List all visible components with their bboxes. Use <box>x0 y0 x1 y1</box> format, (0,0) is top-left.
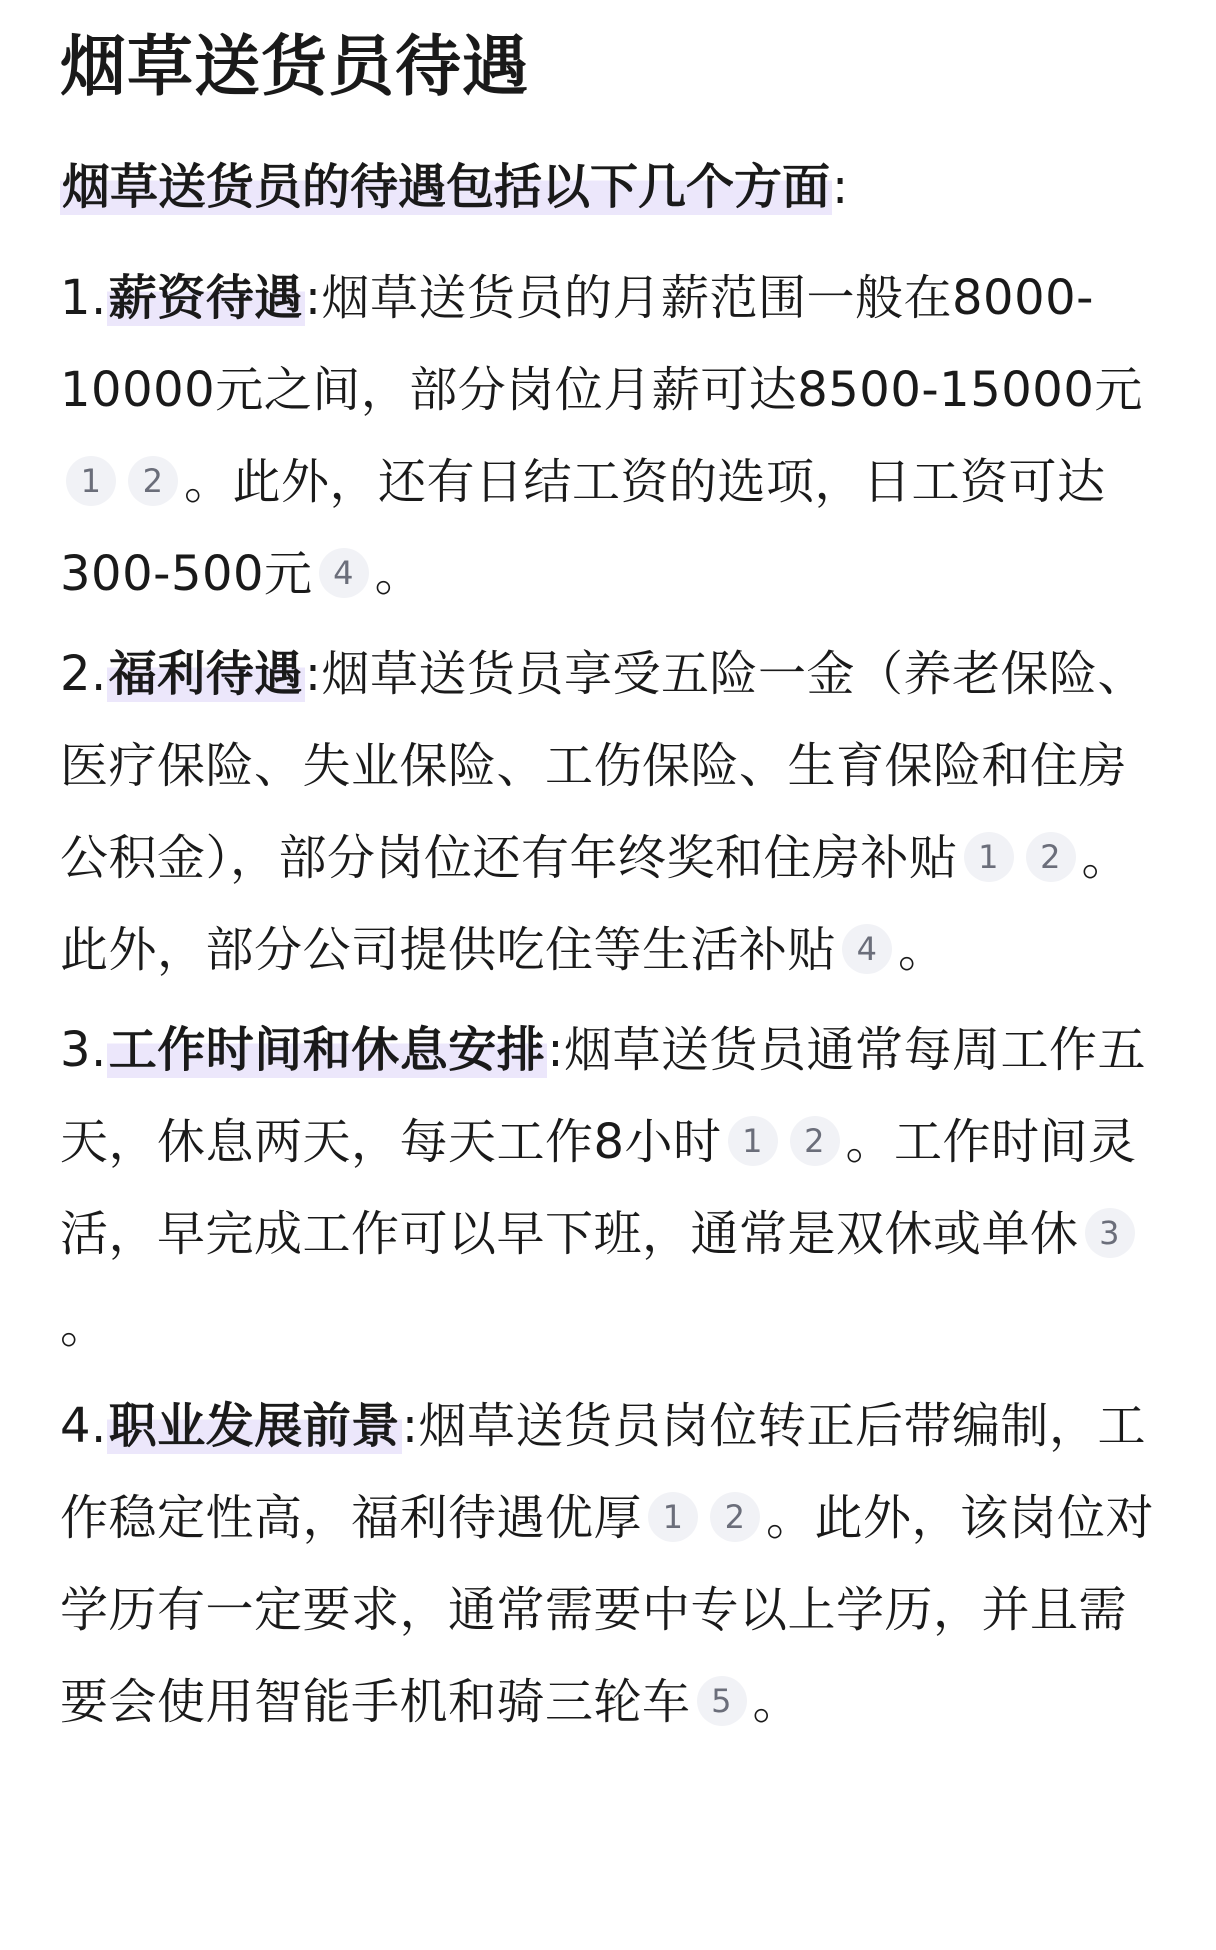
citation-badge[interactable]: 4 <box>319 548 369 598</box>
list-item <box>60 1004 1170 1372</box>
citation-badge[interactable]: 2 <box>710 1492 760 1542</box>
item-text: 。工作时间灵活，早完成工作可以早下班，通常是双休或单休 <box>60 1114 1137 1262</box>
list-item <box>60 252 1170 620</box>
list-item <box>60 628 1170 996</box>
item-number: 2. <box>60 646 107 702</box>
item-heading: 职业发展前景 <box>108 1398 400 1454</box>
intro-colon: : <box>832 159 849 215</box>
citation-badge[interactable]: 1 <box>728 1116 778 1166</box>
item-heading: 薪资待遇 <box>108 270 303 326</box>
intro-highlight: 烟草送货员的待遇包括以下几个方面 <box>62 159 831 215</box>
citation-badge[interactable]: 1 <box>964 832 1014 882</box>
page-title: 烟草送货员待遇 <box>60 28 529 105</box>
item-text: 。 <box>898 922 947 978</box>
item-text: 。 <box>60 1298 109 1354</box>
item-text: 。 <box>374 546 424 602</box>
item-text: 烟草送货员岗位转正后带编制，工作稳定性高，福利待遇优厚 <box>60 1398 1146 1546</box>
item-text: 。此外，还有日结工资的选项，日工资可达300-500元 <box>60 454 1106 602</box>
citation-badge[interactable]: 2 <box>128 456 178 506</box>
citation-badge[interactable]: 5 <box>697 1676 747 1726</box>
citation-badge[interactable]: 2 <box>1026 832 1076 882</box>
item-number: 4. <box>60 1398 107 1454</box>
item-text: 烟草送货员通常每周工作五天，休息两天，每天工作8小时 <box>60 1022 1146 1170</box>
item-heading: 福利待遇 <box>108 646 303 702</box>
citation-badge[interactable]: 2 <box>790 1116 840 1166</box>
citation-badge[interactable]: 4 <box>842 924 892 974</box>
item-colon: : <box>401 1398 419 1454</box>
item-colon: : <box>304 646 322 702</box>
item-text: 烟草送货员享受五险一金（养老保险、医疗保险、失业保险、工伤保险、生育保险和住房公积金），部分岗位还有年终奖和住房补贴 <box>60 646 1146 886</box>
intro-line <box>60 156 1170 218</box>
item-number: 1. <box>60 270 107 326</box>
citation-badge[interactable]: 1 <box>648 1492 698 1542</box>
item-colon: : <box>547 1022 564 1078</box>
item-number: 3. <box>60 1022 107 1078</box>
answer-content <box>60 22 1170 1756</box>
item-heading: 工作时间和休息安排 <box>108 1022 546 1078</box>
list-item <box>60 1380 1170 1748</box>
item-colon: : <box>304 270 322 326</box>
item-text: 。此外，该岗位对学历有一定要求，通常需要中专以上学历，并且需要会使用智能手机和骑三轮车 <box>60 1490 1155 1730</box>
item-text: 。 <box>752 1674 802 1730</box>
item-text: 。此外，部分公司提供吃住等生活补贴 <box>60 830 1131 978</box>
citation-badge[interactable]: 1 <box>66 456 116 506</box>
item-text: 烟草送货员的月薪范围一般在8000-10000元之间，部分岗位月薪可达8500-15000元 <box>60 270 1143 418</box>
citation-badge[interactable]: 3 <box>1085 1208 1135 1258</box>
